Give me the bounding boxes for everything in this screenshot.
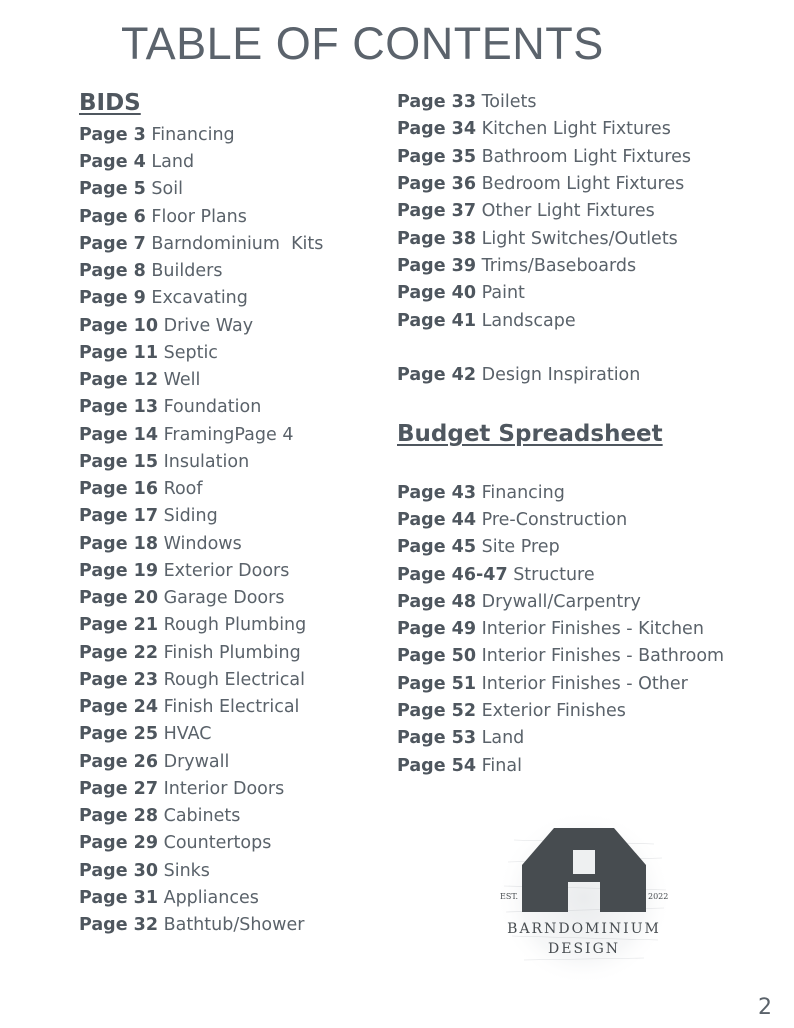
- toc-entry-name: Finish Plumbing: [163, 643, 301, 663]
- toc-page-number: Page 7: [79, 234, 146, 254]
- toc-page-number: Page 38: [397, 229, 477, 249]
- toc-entry-name: Other Light Fixtures: [481, 201, 655, 221]
- toc-entry-name: Bedroom Light Fixtures: [481, 174, 685, 194]
- toc-entry: [397, 146, 691, 173]
- toc-entry-name: Trims/Baseboards: [481, 256, 637, 276]
- toc-entry-name: Foundation: [163, 397, 262, 417]
- toc-entry: [79, 478, 203, 505]
- toc-page-number: Page 11: [79, 343, 159, 363]
- toc-page-number: Page 37: [397, 201, 477, 221]
- toc-entry: [79, 206, 247, 233]
- toc-entry-name: Drywall: [163, 752, 230, 772]
- toc-entry: [397, 700, 626, 727]
- toc-entry-name: Builders: [151, 261, 223, 281]
- toc-page-number: Page 25: [79, 724, 159, 744]
- toc-entry: [79, 124, 235, 151]
- toc-entry: [79, 723, 212, 750]
- page-title: TABLE OF CONTENTS: [121, 18, 604, 69]
- toc-entry: [397, 228, 678, 255]
- toc-entry-name: Design Inspiration: [481, 365, 641, 385]
- toc-entry: [79, 178, 183, 205]
- toc-entry: [79, 860, 210, 887]
- toc-page-number: Page 46-47: [397, 565, 508, 585]
- toc-entry-name: Interior Doors: [163, 779, 285, 799]
- logo-line2: DESIGN: [548, 941, 620, 957]
- toc-page-number: Page 41: [397, 311, 477, 331]
- toc-entry: [79, 805, 240, 832]
- toc-page-number: Page 15: [79, 452, 159, 472]
- toc-entry: [79, 151, 194, 178]
- toc-entry-name: Structure: [513, 565, 595, 585]
- toc-entry-name: Site Prep: [481, 537, 560, 557]
- toc-entry: [397, 364, 640, 391]
- toc-entry: [397, 509, 627, 536]
- toc-entry: [397, 482, 565, 509]
- toc-page-number: Page 4: [79, 152, 146, 172]
- toc-entry-name: Appliances: [163, 888, 259, 908]
- toc-entry-name: Exterior Finishes: [481, 701, 626, 721]
- toc-page-number: Page 8: [79, 261, 146, 281]
- toc-page-number: Page 29: [79, 833, 159, 853]
- toc-page-number: Page 6: [79, 207, 146, 227]
- toc-entry: [397, 310, 576, 337]
- toc-page-number: Page 16: [79, 479, 159, 499]
- toc-entry-name: Land: [151, 152, 195, 172]
- toc-entry-name: Toilets: [481, 92, 537, 112]
- toc-entry: [79, 342, 218, 369]
- toc-page-number: Page 32: [79, 915, 159, 935]
- toc-page-number: Page 50: [397, 646, 477, 666]
- toc-entry: [397, 118, 671, 145]
- toc-page-number: Page 9: [79, 288, 146, 308]
- toc-entry-name: Financing: [151, 125, 235, 145]
- toc-page-number: Page 35: [397, 147, 477, 167]
- toc-page-number: Page 21: [79, 615, 159, 635]
- toc-entry-name: HVAC: [163, 724, 212, 744]
- toc-entry: [397, 255, 636, 282]
- toc-page-number: Page 28: [79, 806, 159, 826]
- toc-entry: [397, 673, 688, 700]
- toc-page-number: Page 45: [397, 537, 477, 557]
- toc-page-number: Page 43: [397, 483, 477, 503]
- toc-entry: [397, 173, 684, 200]
- toc-page-number: Page 31: [79, 888, 159, 908]
- toc-entry: [79, 560, 289, 587]
- toc-entry: [79, 642, 301, 669]
- toc-page-number: Page 34: [397, 119, 477, 139]
- toc-entry: [397, 536, 560, 563]
- toc-entry-name: Interior Finishes - Bathroom: [481, 646, 725, 666]
- toc-page-number: Page 14: [79, 425, 159, 445]
- toc-entry: [397, 91, 537, 118]
- toc-page-number: Page 19: [79, 561, 159, 581]
- toc-entry-name: Excavating: [151, 288, 248, 308]
- toc-entry: [397, 591, 641, 618]
- toc-entry-name: Bathtub/Shower: [163, 915, 305, 935]
- toc-entry: [79, 696, 299, 723]
- toc-page-number: Page 26: [79, 752, 159, 772]
- toc-entry: [397, 727, 524, 754]
- toc-entry-name: Roof: [163, 479, 203, 499]
- toc-entry-name: Interior Finishes - Kitchen: [481, 619, 704, 639]
- toc-entry: [79, 233, 323, 260]
- toc-entry: [397, 645, 724, 672]
- toc-entry-name: Pre-Construction: [481, 510, 628, 530]
- budget-heading: Budget Spreadsheet: [397, 421, 663, 447]
- toc-entry-name: Countertops: [163, 833, 272, 853]
- toc-entry: [397, 564, 595, 591]
- toc-entry: [79, 751, 229, 778]
- toc-page-number: Page 23: [79, 670, 159, 690]
- toc-page-number: Page 54: [397, 756, 477, 776]
- toc-entry: [79, 614, 306, 641]
- logo-line1: BARNDOMINIUM: [507, 921, 661, 937]
- toc-entry: [79, 369, 200, 396]
- toc-entry: [79, 315, 253, 342]
- toc-entry-name: Exterior Doors: [163, 561, 290, 581]
- toc-page-number: Page 13: [79, 397, 159, 417]
- toc-entry-name: Landscape: [481, 311, 576, 331]
- toc-page-number: Page 44: [397, 510, 477, 530]
- toc-entry-name: Finish Electrical: [163, 697, 300, 717]
- toc-entry-name: Drive Way: [163, 316, 254, 336]
- toc-entry: [397, 200, 655, 227]
- toc-page-number: Page 30: [79, 861, 159, 881]
- toc-page-number: Page 17: [79, 506, 159, 526]
- toc-page-number: Page 20: [79, 588, 159, 608]
- toc-entry-name: Financing: [481, 483, 565, 503]
- toc-entry-name: Paint: [481, 283, 525, 303]
- toc-entry: [79, 424, 293, 451]
- toc-entry: [79, 778, 284, 805]
- toc-entry: [79, 260, 222, 287]
- toc-page-number: Page 24: [79, 697, 159, 717]
- bids-heading: BIDS: [79, 90, 141, 116]
- toc-entry-name: Soil: [151, 179, 183, 199]
- toc-page-number: Page 22: [79, 643, 159, 663]
- toc-entry: [79, 832, 271, 859]
- toc-page-number: Page 52: [397, 701, 477, 721]
- barn-window-icon: [573, 850, 595, 874]
- toc-entry-name: Land: [481, 728, 525, 748]
- toc-page-number: Page 39: [397, 256, 477, 276]
- toc-entry: [397, 755, 522, 782]
- toc-page-number: Page 12: [79, 370, 159, 390]
- toc-entry: [397, 618, 704, 645]
- toc-entry: [79, 533, 242, 560]
- toc-page-number: Page 3: [79, 125, 146, 145]
- page-number: 2: [758, 995, 772, 1020]
- toc-entry-name: Barndominium Kits: [151, 234, 324, 254]
- barndominium-design-logo: [494, 800, 674, 990]
- toc-entry-name: Bathroom Light Fixtures: [481, 147, 692, 167]
- toc-page-number: Page 51: [397, 674, 477, 694]
- toc-entry-name: Garage Doors: [163, 588, 285, 608]
- toc-entry-name: Siding: [163, 506, 218, 526]
- toc-page-number: Page 48: [397, 592, 477, 612]
- toc-page-number: Page 33: [397, 92, 477, 112]
- toc-entry-name: Windows: [163, 534, 242, 554]
- toc-entry-name: Interior Finishes - Other: [481, 674, 688, 694]
- toc-entry-name: Light Switches/Outlets: [481, 229, 678, 249]
- toc-entry: [79, 396, 261, 423]
- toc-entry-name: FramingPage 4: [163, 425, 294, 445]
- toc-page-number: Page 36: [397, 174, 477, 194]
- toc-page-number: Page 10: [79, 316, 159, 336]
- toc-page-number: Page 49: [397, 619, 477, 639]
- logo-year: 2022: [648, 892, 669, 901]
- toc-entry-name: Kitchen Light Fixtures: [481, 119, 671, 139]
- toc-page-number: Page 42: [397, 365, 477, 385]
- toc-entry: [79, 914, 304, 941]
- toc-page-number: Page 27: [79, 779, 159, 799]
- toc-entry: [397, 282, 525, 309]
- toc-page-number: Page 5: [79, 179, 146, 199]
- toc-entry-name: Well: [163, 370, 201, 390]
- toc-page-number: Page 53: [397, 728, 477, 748]
- toc-entry-name: Sinks: [163, 861, 210, 881]
- toc-page-number: Page 40: [397, 283, 477, 303]
- logo-est: EST.: [500, 892, 519, 901]
- toc-entry-name: Rough Electrical: [163, 670, 305, 690]
- toc-entry: [79, 451, 249, 478]
- toc-entry-name: Septic: [163, 343, 218, 363]
- toc-entry-name: Rough Plumbing: [163, 615, 307, 635]
- toc-entry: [79, 287, 248, 314]
- toc-entry-name: Final: [481, 756, 522, 776]
- toc-entry-name: Cabinets: [163, 806, 241, 826]
- toc-entry: [79, 669, 305, 696]
- toc-entry: [79, 587, 284, 614]
- toc-page-number: Page 18: [79, 534, 159, 554]
- toc-entry-name: Drywall/Carpentry: [481, 592, 641, 612]
- toc-entry: [79, 505, 218, 532]
- toc-entry: [79, 887, 259, 914]
- toc-entry-name: Floor Plans: [151, 207, 247, 227]
- toc-entry-name: Insulation: [163, 452, 250, 472]
